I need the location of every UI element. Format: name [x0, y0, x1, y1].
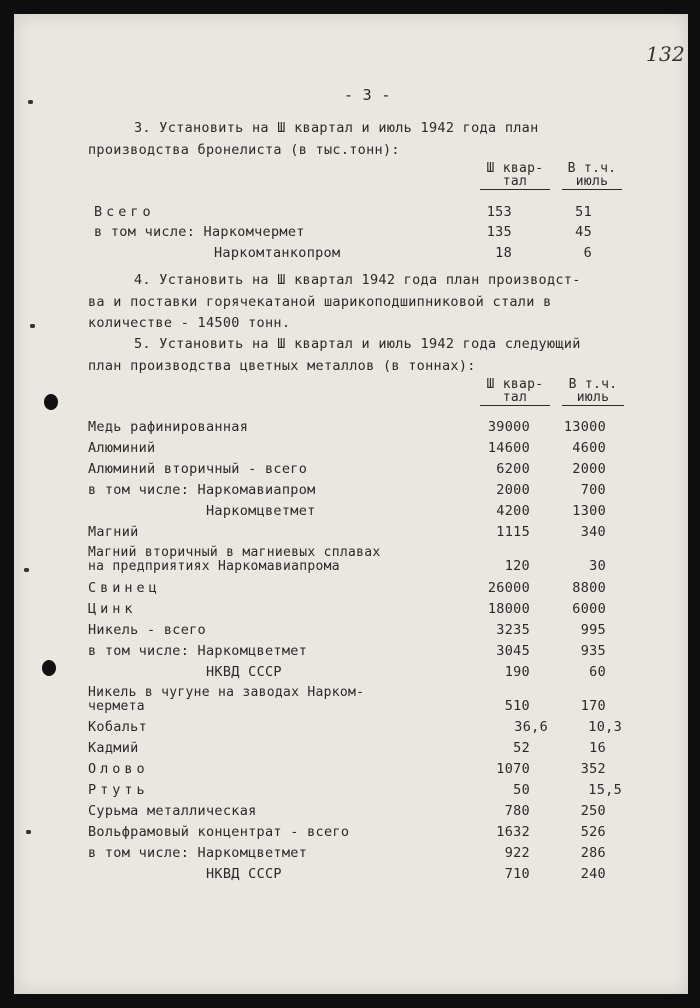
metal-row-quarter: 4200	[496, 503, 530, 519]
metal-row-quarter: 14600	[487, 440, 530, 456]
metal-row-july: 15,5	[588, 782, 622, 798]
metal-row-july: 8800	[572, 580, 606, 596]
section4-line1: 4. Установить на Ш квартал 1942 года план производст-	[134, 272, 581, 288]
metal-row-label: Сурьма металлическая	[88, 803, 257, 819]
metal-row-july: 340	[580, 524, 606, 540]
metal-row-label: НКВД СССР	[206, 866, 282, 882]
metal-row-july: 935	[580, 643, 606, 659]
metal-row-quarter: 50	[513, 782, 530, 798]
punch-mark	[26, 830, 31, 834]
section3-row-label: Всего	[94, 204, 155, 220]
metal-row-label: Магний	[88, 524, 139, 540]
section3-row-july: 51	[575, 204, 592, 220]
section3-line1: 3. Установить на Ш квартал и июль 1942 года план	[134, 120, 539, 136]
metal-row-label: Цинк	[88, 601, 137, 617]
metal-row-label: Вольфрамовый концентрат - всего	[88, 824, 350, 840]
section5-line1: 5. Установить на Ш квартал и июль 1942 года следующий	[134, 336, 581, 352]
metal-row-july: 2000	[572, 461, 606, 477]
page-number: - 3 -	[344, 86, 391, 104]
metal-row-quarter: 780	[504, 803, 530, 819]
section5-line2: план производства цветных металлов (в тоннах):	[88, 358, 476, 374]
section5-col-quarter-header: Ш квар- тал	[480, 378, 550, 406]
section3-row-quarter: 153	[486, 204, 512, 220]
punch-mark	[24, 568, 29, 572]
section3-row-label: в том числе: Наркомчермет	[94, 224, 305, 240]
metal-row-quarter: 3235	[496, 622, 530, 638]
document-page	[14, 14, 688, 994]
metal-row-july: 1300	[572, 503, 606, 519]
metal-row-july: 30	[589, 558, 606, 574]
metal-row-quarter: 190	[504, 664, 530, 680]
metal-row-label: Кадмий	[88, 740, 139, 756]
metal-row-july: 170	[580, 698, 606, 714]
metal-row-label-line2: чермета	[88, 699, 145, 714]
metal-row-quarter: 6200	[496, 461, 530, 477]
metal-row-label: Медь рафинированная	[88, 419, 249, 435]
metal-row-quarter: 39000	[487, 419, 530, 435]
section3-row-july: 45	[575, 224, 592, 240]
metal-row-label: НКВД СССР	[206, 664, 282, 680]
metal-row-july: 60	[589, 664, 606, 680]
metal-row-july: 995	[580, 622, 606, 638]
metal-row-label: Алюминий вторичный - всего	[88, 461, 308, 477]
metal-row-label: Олово	[88, 761, 149, 777]
metal-row-july: 13000	[563, 419, 606, 435]
metal-row-quarter: 2000	[496, 482, 530, 498]
section3-col-quarter-header: Ш квар- тал	[480, 162, 550, 190]
punch-mark	[28, 100, 33, 104]
punch-hole	[44, 394, 58, 410]
metal-row-label-line1: Никель в чугуне на заводах Нарком-	[88, 685, 365, 700]
metal-row-quarter: 36,6	[514, 719, 548, 735]
metal-row-july: 700	[580, 482, 606, 498]
metal-row-quarter: 3045	[496, 643, 530, 659]
metal-row-label-line2: на предприятиях Наркомавиапрома	[88, 559, 340, 574]
section3-row-quarter: 18	[495, 245, 512, 261]
metal-row-july: 352	[580, 761, 606, 777]
metal-row-july: 526	[580, 824, 606, 840]
metal-row-july: 250	[580, 803, 606, 819]
punch-mark	[30, 324, 35, 328]
metal-row-quarter: 18000	[487, 601, 530, 617]
metal-row-label: Ртуть	[88, 782, 149, 798]
metal-row-july: 286	[580, 845, 606, 861]
metal-row-quarter: 26000	[487, 580, 530, 596]
metal-row-label: в том числе: Наркомавиапром	[88, 482, 316, 498]
metal-row-july: 10,3	[588, 719, 622, 735]
metal-row-label-line1: Магний вторичный в магниевых сплавах	[88, 545, 381, 560]
punch-hole	[42, 660, 56, 676]
metal-row-quarter: 1632	[496, 824, 530, 840]
metal-row-label: Алюминий	[88, 440, 156, 456]
metal-row-label: Кобальт	[88, 719, 147, 735]
section3-col-july-header: В т.ч. июль	[562, 162, 622, 190]
metal-row-quarter: 1115	[496, 524, 530, 540]
metal-row-quarter: 1070	[496, 761, 530, 777]
metal-row-quarter: 510	[504, 698, 530, 714]
archive-number: 132	[646, 42, 686, 66]
metal-row-label: Свинец	[88, 580, 161, 596]
section5-col-july-header: В т.ч. июль	[562, 378, 624, 406]
metal-row-quarter: 120	[504, 558, 530, 574]
metal-row-label: Наркомцветмет	[206, 503, 316, 519]
metal-row-july: 16	[589, 740, 606, 756]
section4-line2: ва и поставки горячекатаной шарикоподшипниковой стали в	[88, 294, 552, 310]
section3-row-july: 6	[583, 245, 592, 261]
metal-row-label: Никель - всего	[88, 622, 206, 638]
section3-row-label: Наркомтанкопром	[214, 245, 341, 261]
metal-row-july: 240	[580, 866, 606, 882]
metal-row-july: 4600	[572, 440, 606, 456]
metal-row-quarter: 52	[513, 740, 530, 756]
section3-line2: производства бронелиста (в тыс.тонн):	[88, 142, 400, 158]
section4-line3: количестве - 14500 тонн.	[88, 315, 291, 331]
metal-row-label: в том числе: Наркомцветмет	[88, 845, 308, 861]
metal-row-quarter: 710	[504, 866, 530, 882]
metal-row-july: 6000	[572, 601, 606, 617]
section3-row-quarter: 135	[486, 224, 512, 240]
metal-row-quarter: 922	[504, 845, 530, 861]
metal-row-label: в том числе: Наркомцветмет	[88, 643, 308, 659]
